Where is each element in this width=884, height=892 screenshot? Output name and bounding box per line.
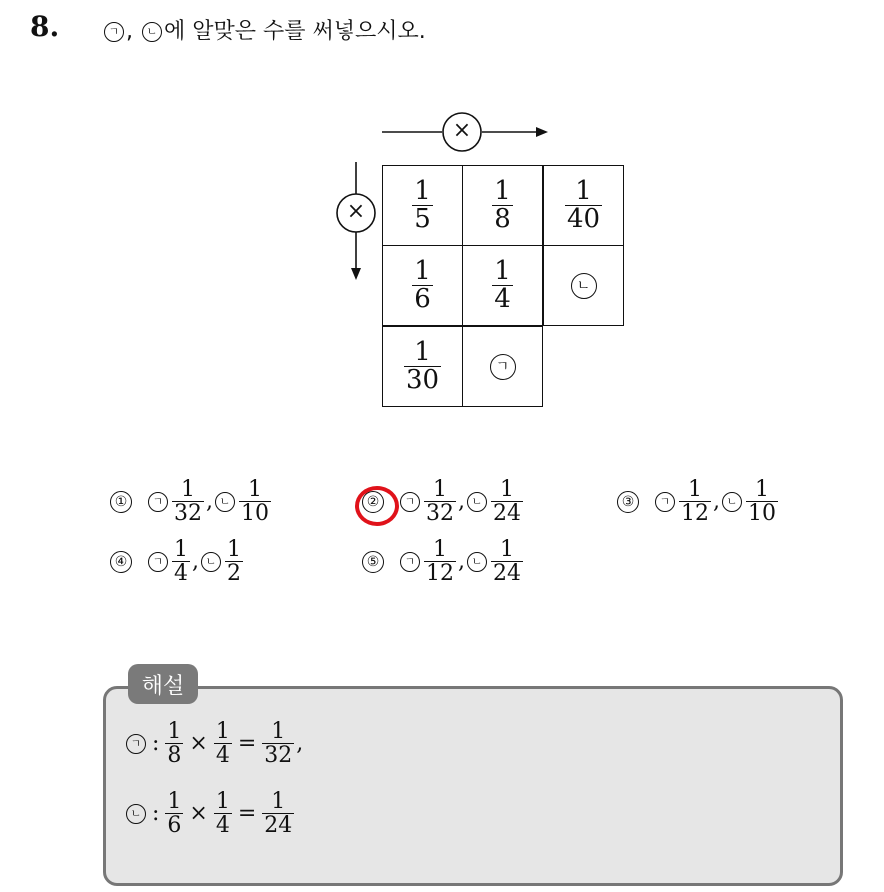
- marker-b-icon: ㄴ: [201, 552, 221, 572]
- vertical-operator: ×: [346, 199, 366, 224]
- grid-cell: $\frac{1}{5}$: [382, 165, 463, 246]
- marker-b-icon: ㄴ: [142, 22, 162, 42]
- choice-number: ①: [110, 491, 132, 513]
- grid-cell-a: [462, 326, 543, 407]
- question-text: [102, 14, 426, 45]
- marker-a-icon: ㄱ: [126, 734, 146, 754]
- separator: ,: [126, 19, 133, 44]
- choice-3[interactable]: ③ ㄱ $\frac{1}{12}$ , ㄴ $\frac{1}{10}$: [617, 478, 780, 525]
- explanation-line-a: ㄱ : $\frac{1}{8}$ × $\frac{1}{4}$ = $\frac{1}{32}$ ,: [124, 720, 303, 767]
- choice-number: ⑤: [362, 551, 384, 573]
- grid-cell: $\frac{1}{40}$: [543, 165, 624, 246]
- marker-b-icon: ㄴ: [467, 492, 487, 512]
- grid-cell: $\frac{1}{8}$: [462, 165, 543, 246]
- question-number: 8.: [30, 10, 60, 43]
- choice-1[interactable]: ① ㄱ $\frac{1}{32}$ , ㄴ $\frac{1}{10}$: [110, 478, 273, 525]
- grid-cell: $\frac{1}{30}$: [382, 326, 463, 407]
- marker-b-icon: ㄴ: [215, 492, 235, 512]
- explanation-title: 해설: [128, 664, 198, 704]
- choice-2[interactable]: ② ㄱ $\frac{1}{32}$ , ㄴ $\frac{1}{24}$: [362, 478, 525, 525]
- choice-4[interactable]: ④ ㄱ $\frac{1}{4}$ , ㄴ $\frac{1}{2}$: [110, 538, 245, 585]
- grid-cell: $\frac{1}{4}$: [462, 245, 543, 326]
- marker-a-icon: ㄱ: [490, 354, 516, 380]
- choice-5[interactable]: ⑤ ㄱ $\frac{1}{12}$ , ㄴ $\frac{1}{24}$: [362, 538, 525, 585]
- choice-number: ④: [110, 551, 132, 573]
- vertical-arrowhead-icon: [351, 268, 361, 280]
- marker-a-icon: ㄱ: [148, 552, 168, 572]
- marker-a-icon: ㄱ: [400, 552, 420, 572]
- marker-a-icon: ㄱ: [400, 492, 420, 512]
- marker-b-icon: ㄴ: [467, 552, 487, 572]
- choice-number: ③: [617, 491, 639, 513]
- explanation-box: [103, 686, 843, 886]
- question-prompt: 에 알맞은 수를 써넣으시오.: [164, 19, 426, 44]
- choice-number: ②: [362, 491, 384, 513]
- horizontal-operator: ×: [452, 118, 472, 143]
- marker-a-icon: ㄱ: [104, 22, 124, 42]
- multiplication-diagram: [330, 110, 640, 420]
- explanation-line-b: ㄴ : $\frac{1}{6}$ × $\frac{1}{4}$ = $\frac{1}{24}$: [124, 790, 296, 837]
- marker-a-icon: ㄱ: [655, 492, 675, 512]
- grid-cell: $\frac{1}{6}$: [382, 245, 463, 326]
- marker-b-icon: ㄴ: [571, 273, 597, 299]
- marker-b-icon: ㄴ: [722, 492, 742, 512]
- grid-cell-b: [543, 245, 624, 326]
- horizontal-arrowhead-icon: [536, 127, 548, 137]
- marker-b-icon: ㄴ: [126, 804, 146, 824]
- marker-a-icon: ㄱ: [148, 492, 168, 512]
